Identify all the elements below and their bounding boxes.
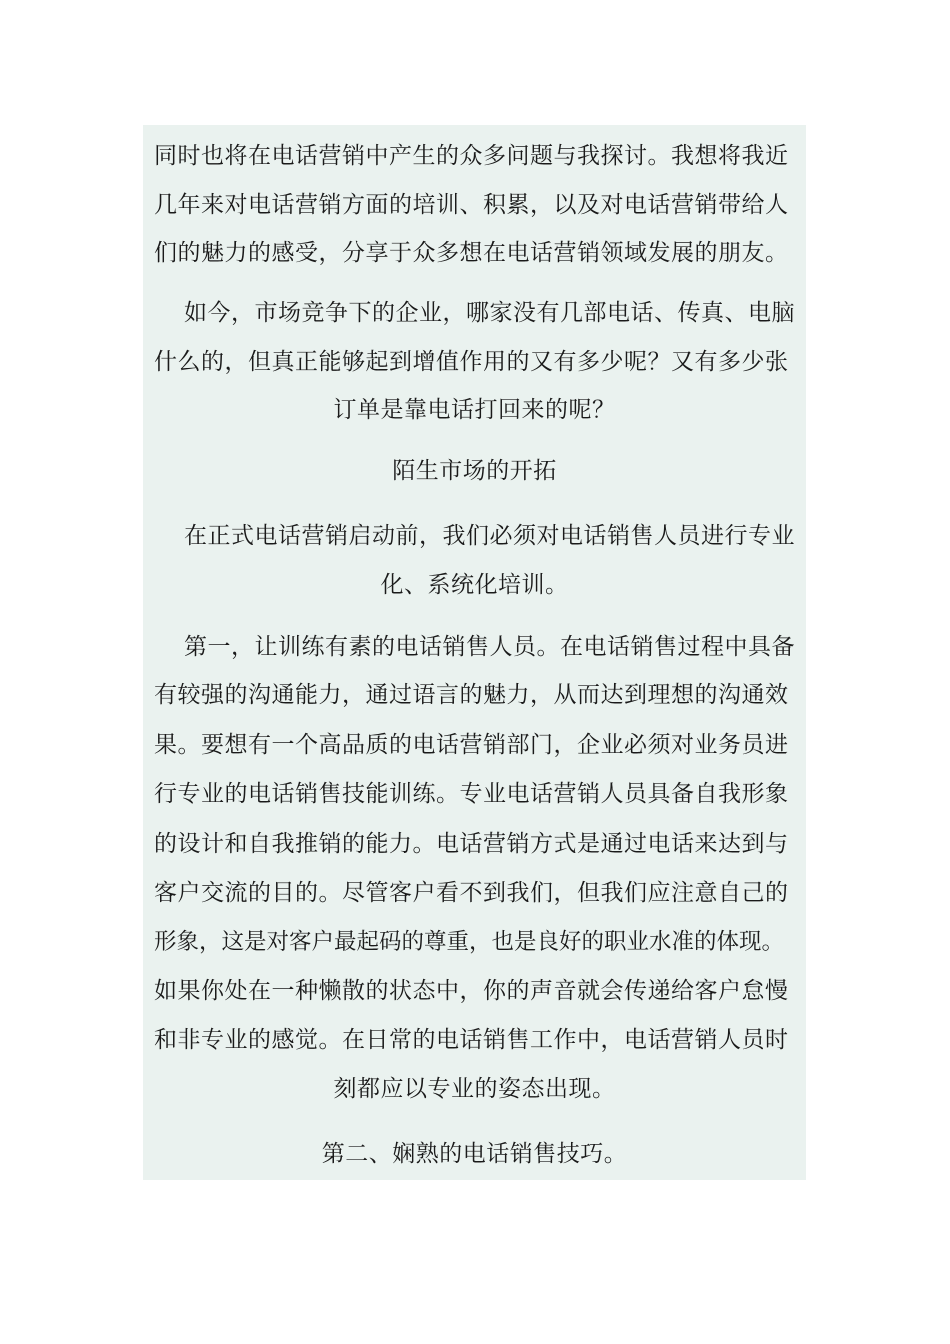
paragraph-line: 在正式电话营销启动前，我们必须对电话销售人员进行专业 bbox=[184, 523, 795, 549]
paragraph-line: 有较强的沟通能力，通过语言的魅力，从而达到理想的沟通效 bbox=[154, 682, 789, 708]
paragraph-line: 订单是靠电话打回来的呢？ bbox=[333, 397, 616, 423]
paragraph-line: 如今，市场竞争下的企业，哪家没有几部电话、传真、电脑 bbox=[184, 300, 795, 326]
paragraph-line: 客户交流的目的。尽管客户看不到我们，但我们应注意自己的 bbox=[154, 880, 789, 906]
paragraph-line: 什么的，但真正能够起到增值作用的又有多少呢？又有多少张 bbox=[154, 349, 789, 375]
paragraph-line: 同时也将在电话营销中产生的众多问题与我探讨。我想将我近 bbox=[154, 143, 789, 169]
paragraph-line: 们的魅力的感受，分享于众多想在电话营销领域发展的朋友。 bbox=[154, 240, 789, 266]
section-heading: 陌生市场的开拓 bbox=[392, 458, 557, 484]
paragraph-line: 刻都应以专业的姿态出现。 bbox=[333, 1076, 616, 1102]
paragraph-line: 化、系统化培训。 bbox=[380, 572, 569, 598]
paragraph-line: 果。要想有一个高品质的电话营销部门，企业必须对业务员进 bbox=[154, 732, 789, 758]
paragraph-line: 行专业的电话销售技能训练。专业电话营销人员具备自我形象 bbox=[154, 781, 789, 807]
section-heading: 第二、娴熟的电话销售技巧。 bbox=[321, 1141, 628, 1167]
paragraph-line: 如果你处在一种懒散的状态中，你的声音就会传递给客户怠慢 bbox=[154, 978, 789, 1004]
paragraph-line: 第一，让训练有素的电话销售人员。在电话销售过程中具备 bbox=[184, 634, 795, 660]
paragraph-line: 的设计和自我推销的能力。电话营销方式是通过电话来达到与 bbox=[154, 831, 789, 857]
text-block bbox=[143, 125, 806, 1180]
paragraph-line: 和非专业的感觉。在日常的电话销售工作中，电话营销人员时 bbox=[154, 1027, 789, 1053]
paragraph-line: 形象，这是对客户最起码的尊重，也是良好的职业水准的体现。 bbox=[154, 929, 785, 955]
paragraph-line: 几年来对电话营销方面的培训、积累，以及对电话营销带给人 bbox=[154, 192, 789, 218]
